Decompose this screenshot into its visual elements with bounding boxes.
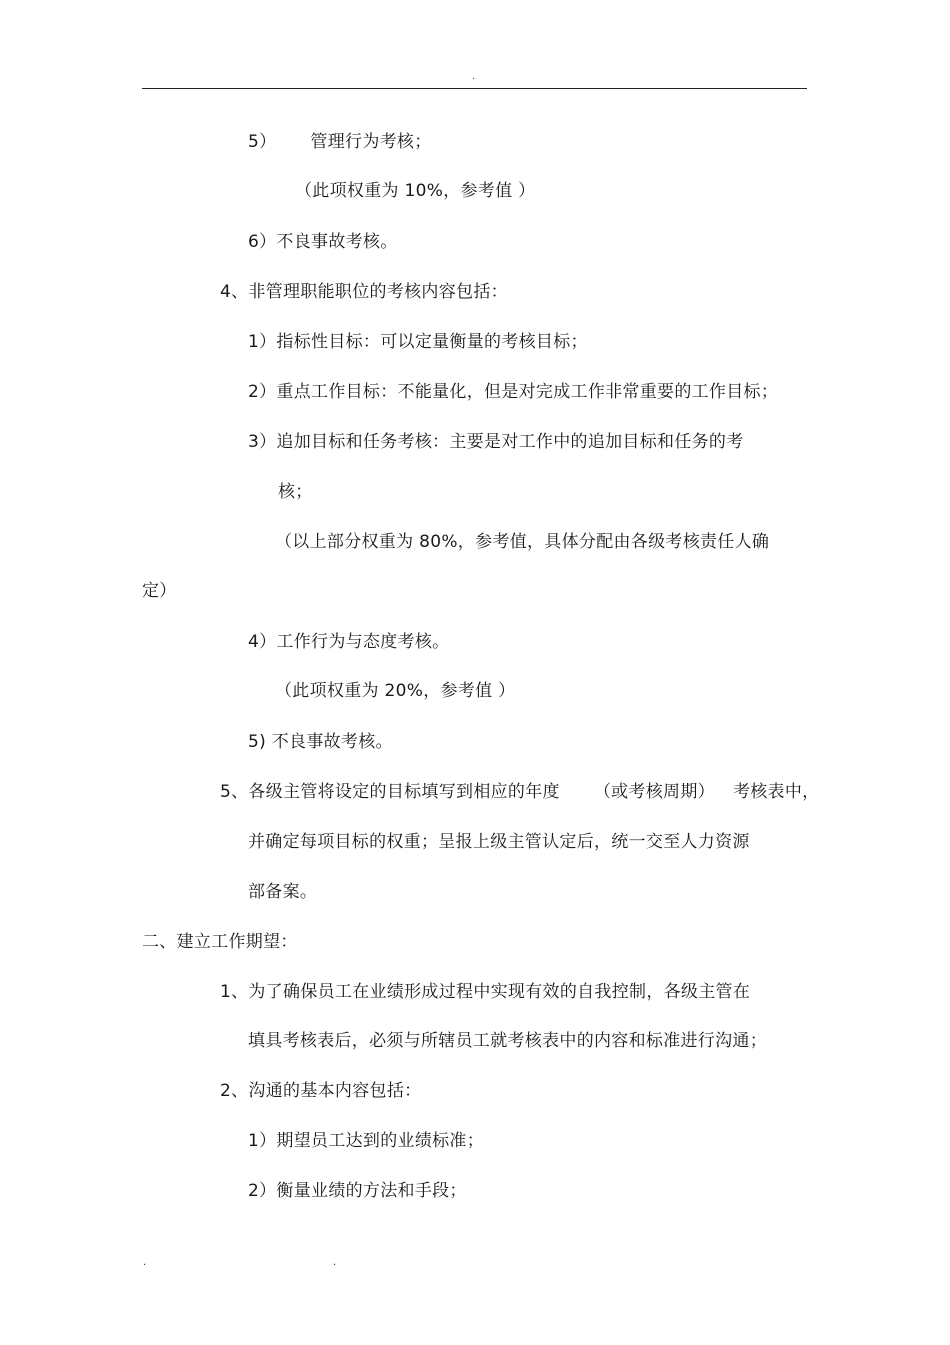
line-1-indicator-goals: 1）指标性目标：可以定量衡量的考核目标； (248, 332, 588, 352)
footer-mark-left: . (143, 1257, 147, 1268)
header-rule (142, 88, 807, 89)
line-weight-80: （以上部分权重为 80%，参考值，具体分配由各级考核责任人确 (275, 532, 770, 552)
line-weight-10: （此项权重为 10%，参考值 ） (295, 181, 536, 201)
line-weight-80-continuation: 定） (142, 581, 177, 601)
line-4-behavior-attitude: 4）工作行为与态度考核。 (248, 632, 450, 652)
line-6-adverse-incident: 6）不良事故考核。 (248, 232, 398, 252)
line-2-communication-contents: 2、沟通的基本内容包括： (220, 1081, 422, 1101)
line-5-supervisors-fill-goals: 5、各级主管将设定的目标填写到相应的年度 （或考核周期） 考核表中， (220, 782, 820, 802)
line-4-non-management-heading: 4、非管理职能职位的考核内容包括： (220, 282, 508, 302)
line-3-additional-goals: 3）追加目标和任务考核：主要是对工作中的追加目标和任务的考 (248, 432, 744, 452)
footer-mark-right: . (333, 1257, 337, 1268)
line-1-self-control: 1、为了确保员工在业绩形成过程中实现有效的自我控制，各级主管在 (220, 982, 751, 1002)
line-5-management-behavior (248, 131, 432, 153)
item-number: 5） (248, 132, 277, 152)
item-text: 管理行为考核； (310, 132, 432, 152)
line-5-continuation-2: 部备案。 (248, 882, 318, 902)
header-mark: . (472, 71, 476, 82)
line-2-measurement-methods: 2）衡量业绩的方法和手段； (248, 1181, 467, 1201)
line-5-continuation-1: 并确定每项目标的权重；呈报上级主管认定后，统一交至人力资源 (248, 832, 750, 852)
line-1-continuation: 填具考核表后，必须与所辖员工就考核表中的内容和标准进行沟通； (248, 1031, 767, 1051)
line-3-continuation: 核； (278, 482, 313, 502)
line-weight-20: （此项权重为 20%，参考值 ） (275, 681, 516, 701)
section-2-heading: 二、建立工作期望： (142, 932, 298, 952)
line-5-adverse-incident: 5) 不良事故考核。 (248, 732, 393, 752)
line-1-expected-standard: 1）期望员工达到的业绩标准； (248, 1131, 485, 1151)
line-2-key-work-goals: 2）重点工作目标：不能量化，但是对完成工作非常重要的工作目标； (248, 382, 779, 402)
